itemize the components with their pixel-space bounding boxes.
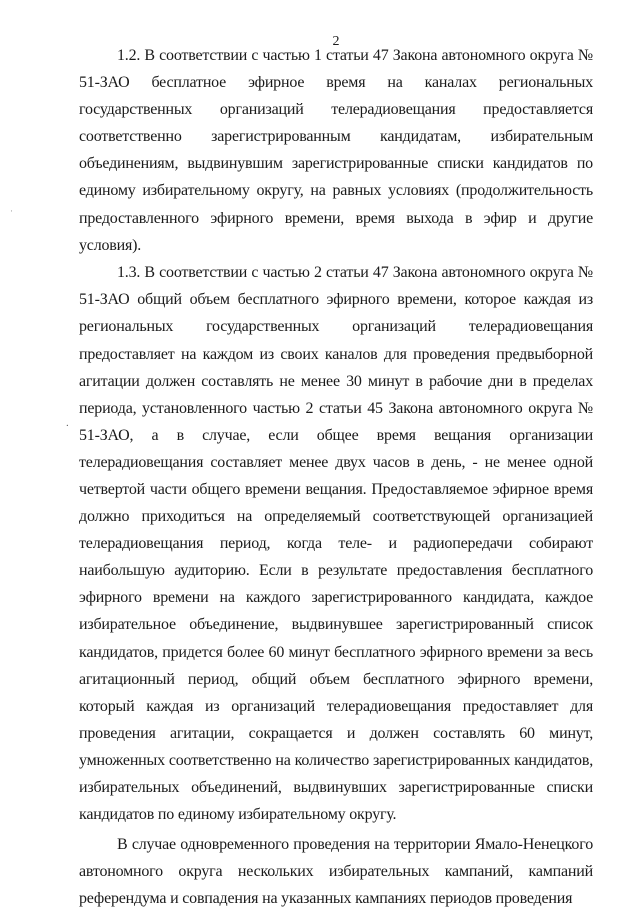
page-number: 2 bbox=[332, 34, 340, 49]
paragraph-1-3: 1.3. В соответствии с частью 2 статьи 47 Закона автономного округа № 51-ЗАО общий объем бесплатного эфирного времени, которое каждая из региональных государственных организаций телерадиовещания предоставляет на каждом из своих каналов для проведения предвыборной агитации должен составлять не менее 30 минут в рабочие дни в пределах периода, установленного частью 2 статьи 45 Закона автономного округа № 51-ЗАО, а в случае, если общее время вещания организации телерадиовещания составляет менее двух часов в день, - не менее одной четвертой части общего времени вещания. Предоставляемое эфирное время должно приходиться на определяемый соответствующей организацией телерадиовещания период, когда теле- и радиопередачи собирают наибольшую аудиторию. Если в результате предоставления бесплатного эфирного времени на каждого зарегистрированного кандидата, каждое избирательное объединение, выдвинувшее зарегистрированный список кандидатов, придется более 60 минут бесплатного эфирного времени за весь агитационный период, общий объем бесплатного эфирного времени, который каждая из организаций телерадиовещания предоставляет для проведения агитации, сокращается и должен составлять 60 минут, умноженных соответственно на количество зарегистрированных кандидатов, избирательных объединений, выдвинувших зарегистрированные списки кандидатов по единому избирательному округу. bbox=[79, 264, 593, 824]
paragraph-1-2: 1.2. В соответствии с частью 1 статьи 47 Закона автономного округа № 51-ЗАО бесплатное эфирное время на каналах региональных государственных организаций телерадиовещания предоставляется соответственно зарегистрированным кандидатам, избирательным объединениям, выдвинувшим зарегистрированные списки кандидатов по единому избирательному округу, на равных условиях (продолжительность предоставленного эфирного времени, время выхода в эфир и другие условия). bbox=[79, 47, 593, 254]
document-body bbox=[79, 42, 593, 913]
scan-artifact-mark: · bbox=[10, 206, 13, 216]
paragraph-simultaneous-campaigns: В случае одновременного проведения на территории Ямало-Ненецкого автономного округа нескольких избирательных кампаний, кампаний референдума и совпадения на указанных кампаниях периодов проведения bbox=[79, 836, 593, 908]
scan-artifact-mark: . bbox=[66, 417, 69, 429]
